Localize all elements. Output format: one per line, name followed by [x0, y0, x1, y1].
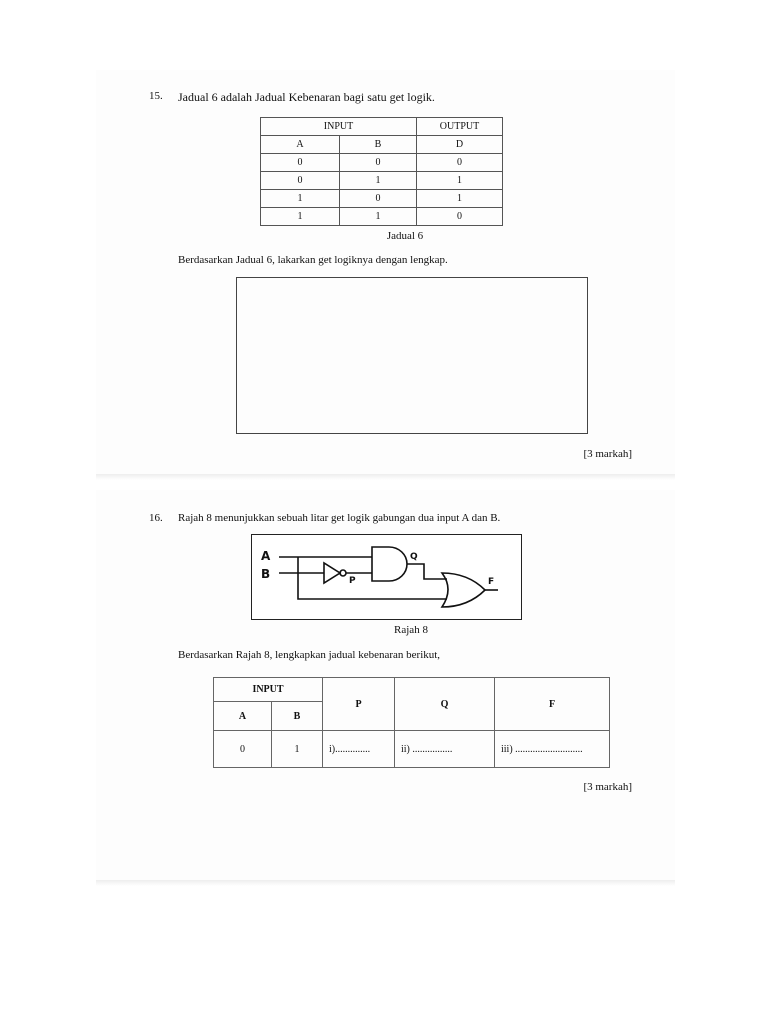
col-header-b: B: [340, 136, 417, 154]
header-q: Q: [395, 678, 495, 731]
or-gate: [442, 573, 485, 607]
question-16-text: Rajah 8 menunjukkan sebuah litar get logik gabungan dua input A dan B.: [178, 512, 501, 524]
cell-a: 1: [261, 208, 340, 226]
table-row: [261, 208, 503, 226]
answer-f-field[interactable]: iii) ...........................: [495, 731, 610, 768]
header-p: P: [323, 678, 395, 731]
answer-p-field[interactable]: i)..............: [323, 731, 395, 768]
table-row: [261, 154, 503, 172]
cell-a: 0: [261, 172, 340, 190]
marks-label: [3 markah]: [583, 781, 632, 793]
label-a: A: [261, 549, 271, 563]
cell-b: 0: [340, 190, 417, 208]
table-row: [261, 172, 503, 190]
question-15-instruction: Berdasarkan Jadual 6, lakarkan get logiknya dengan lengkap.: [178, 254, 448, 266]
header-f: F: [495, 678, 610, 731]
header-output: OUTPUT: [417, 118, 503, 136]
cell-b: 0: [340, 154, 417, 172]
table-caption: Jadual 6: [386, 230, 424, 242]
question-16-number: 16.: [149, 512, 163, 524]
question-15-text: Jadual 6 adalah Jadual Kebenaran bagi satu get logik.: [178, 90, 435, 104]
truth-table-6: [260, 117, 503, 226]
header-input: INPUT: [214, 678, 323, 702]
col-header-a: A: [261, 136, 340, 154]
answer-q-field[interactable]: ii) ................: [395, 731, 495, 768]
cell-b: 1: [340, 172, 417, 190]
label-f: F: [488, 577, 495, 587]
label-p: P: [349, 576, 356, 586]
diagram-caption: Rajah 8: [394, 624, 428, 636]
cell-d: 0: [417, 208, 503, 226]
cell-d: 1: [417, 190, 503, 208]
col-header-a: A: [214, 702, 272, 731]
wire-q: [407, 564, 447, 579]
answer-sketch-box[interactable]: [236, 277, 588, 434]
cell-b: 1: [272, 731, 323, 768]
cell-d: 1: [417, 172, 503, 190]
not-gate: [324, 563, 340, 583]
question-16-instruction: Berdasarkan Rajah 8, lengkapkan jadual kebenaran berikut,: [178, 649, 441, 661]
marks-label: [3 markah]: [583, 448, 632, 460]
label-b: B: [261, 567, 271, 581]
logic-circuit-diagram: [251, 534, 522, 620]
and-gate: [372, 547, 407, 581]
table-row: [261, 190, 503, 208]
question-15-number: 15.: [149, 90, 163, 102]
col-header-d: D: [417, 136, 503, 154]
header-input: INPUT: [261, 118, 417, 136]
cell-b: 1: [340, 208, 417, 226]
cell-d: 0: [417, 154, 503, 172]
label-q: Q: [410, 552, 418, 562]
truth-table-8: [213, 677, 610, 768]
col-header-b: B: [272, 702, 323, 731]
cell-a: 1: [261, 190, 340, 208]
cell-a: 0: [261, 154, 340, 172]
table-row: [214, 731, 610, 768]
cell-a: 0: [214, 731, 272, 768]
circuit-svg: [252, 535, 520, 618]
